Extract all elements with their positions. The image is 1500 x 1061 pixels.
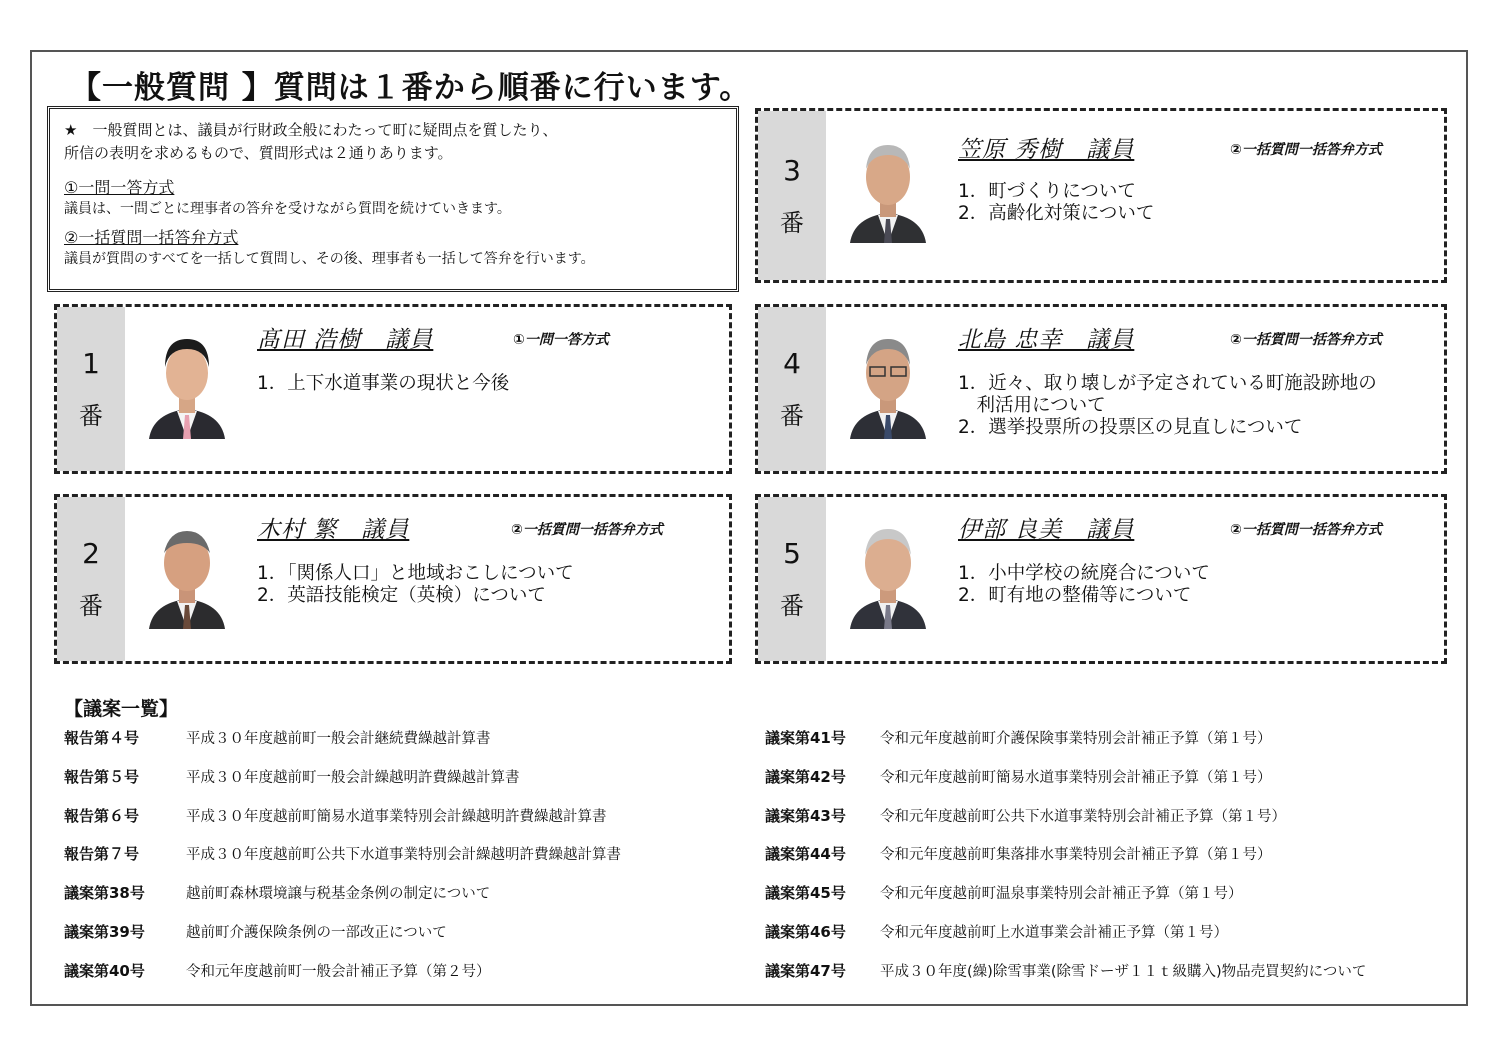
question-card-3 [755, 108, 1447, 283]
agenda-title: 越前町森林環境譲与税基金条例の制定について [186, 886, 491, 903]
explain-line-2: 所信の表明を求めるもので、質問形式は２通りあります。 [64, 144, 453, 162]
agenda-title: 令和元年度越前町介護保険事業特別会計補正予算（第１号） [880, 731, 1272, 747]
agenda-number: 報告第４号 [64, 729, 140, 747]
order-number: 5 [783, 537, 801, 570]
topic-list [958, 373, 1377, 439]
explanation-box [47, 106, 739, 292]
councillor-name: 伊部 良美 議員 [958, 517, 1135, 543]
councillor-name: 笠原 秀樹 議員 [958, 137, 1135, 163]
topic-item: 2．町有地の整備等について [958, 585, 1192, 606]
topic-item: 1．近々、取り壊しが予定されている町施設跡地の [958, 373, 1377, 394]
question-card-1 [54, 304, 732, 474]
order-number: 2 [82, 537, 100, 570]
topic-list [958, 181, 1154, 225]
agenda-number: 議案第43号 [765, 806, 846, 825]
topic-item: 1．町づくりについて [958, 181, 1136, 202]
order-number: 3 [783, 153, 801, 187]
topic-item: 2．英語技能検定（英検）について [257, 585, 546, 606]
method2-heading: ②一括質問一括答弁方式 [64, 228, 239, 247]
topic-list [257, 373, 509, 395]
page-title: 【一般質問 】質問は１番から順番に行います。 [70, 70, 752, 106]
agenda-number: 議案第47号 [765, 961, 846, 980]
councillor-photo [846, 131, 930, 243]
question-method: ②一括質問一括答弁方式 [511, 522, 663, 538]
topic-item: 1．小中学校の統廃合について [958, 563, 1210, 584]
councillor-name: 木村 繁 議員 [257, 517, 410, 543]
agenda-number: 報告第６号 [64, 806, 140, 825]
question-method: ②一括質問一括答弁方式 [1230, 332, 1382, 348]
topic-item: 2．高齢化対策について [958, 203, 1155, 224]
question-method: ②一括質問一括答弁方式 [1230, 142, 1382, 158]
question-card-2 [54, 494, 732, 664]
agenda-number: 議案第38号 [64, 884, 145, 903]
agenda-title: 平成３０年度越前町一般会計繰越明許費繰越計算書 [186, 769, 520, 786]
agenda-number: 議案第42号 [765, 767, 846, 786]
order-number-panel [758, 307, 826, 471]
order-number: 1 [82, 347, 100, 380]
agenda-number: 議案第44号 [765, 845, 846, 864]
agenda-title: 令和元年度越前町一般会計補正予算（第２号） [186, 963, 491, 980]
agenda-number: 報告第７号 [64, 845, 140, 864]
agenda-heading: 【議案一覧】 [64, 698, 179, 720]
topic-item: 1．上下水道事業の現状と今後 [257, 373, 510, 394]
order-number-panel [758, 111, 826, 280]
order-suffix: 番 [780, 208, 804, 237]
agenda-title: 平成３０年度越前町簡易水道事業特別会計繰越明許費繰越計算書 [186, 808, 607, 825]
agenda-number: 議案第39号 [64, 923, 145, 941]
order-number-panel [758, 497, 826, 661]
order-number-panel [57, 307, 125, 471]
order-suffix: 番 [780, 402, 804, 430]
method1-heading: ①一問一答方式 [64, 178, 175, 197]
agenda-number: 報告第５号 [64, 767, 140, 786]
councillor-photo [846, 517, 930, 629]
topic-item: 利活用について [958, 395, 1106, 416]
question-card-5 [755, 494, 1447, 664]
agenda-number: 議案第46号 [765, 923, 846, 941]
agenda-title: 令和元年度越前町公共下水道事業特別会計補正予算（第１号） [880, 808, 1286, 825]
agenda-number: 議案第45号 [765, 884, 846, 903]
order-number-panel [57, 497, 125, 661]
agenda-title: 平成３０年度越前町一般会計継続費繰越計算書 [186, 731, 491, 747]
topic-list [257, 563, 574, 607]
councillor-photo [145, 327, 229, 439]
topic-list [958, 563, 1210, 607]
agenda-title: 令和元年度越前町上水道事業会計補正予算（第１号） [880, 925, 1228, 941]
order-suffix: 番 [79, 592, 103, 620]
question-card-4 [755, 304, 1447, 474]
method2-description: 議員が質問のすべてを一括して質問し、その後、理事者も一括して答弁を行います。 [64, 251, 595, 267]
councillor-photo [145, 517, 229, 629]
question-method: ①一問一答方式 [513, 332, 609, 348]
agenda-title: 令和元年度越前町集落排水事業特別会計補正予算（第１号） [880, 847, 1272, 864]
agenda-title: 平成３０年度越前町公共下水道事業特別会計繰越明許費繰越計算書 [186, 847, 621, 864]
councillor-name: 北島 忠幸 議員 [958, 327, 1135, 353]
agenda-title: 平成３０年度(繰)除雪事業(除雪ドーザ１１ｔ級購入)物品売買契約について [880, 963, 1367, 980]
topic-item: 1．「関係人口」と地域おこしについて [257, 563, 574, 584]
order-suffix: 番 [79, 402, 103, 430]
agenda-number: 議案第40号 [64, 961, 145, 980]
order-number: 4 [783, 347, 801, 380]
agenda-title: 令和元年度越前町温泉事業特別会計補正予算（第１号） [880, 886, 1243, 903]
agenda-title: 越前町介護保険条例の一部改正について [186, 925, 447, 941]
order-suffix: 番 [780, 592, 804, 620]
agenda-number: 議案第41号 [765, 729, 846, 747]
topic-item: 2．選挙投票所の投票区の見直しについて [958, 417, 1303, 438]
method1-description: 議員は、一問ごとに理事者の答弁を受けながら質問を続けていきます。 [64, 201, 511, 217]
councillor-photo [846, 327, 930, 439]
explain-line-1: ★ 一般質問とは、議員が行財政全般にわたって町に疑問点を質したり、 [64, 121, 558, 139]
agenda-title: 令和元年度越前町簡易水道事業特別会計補正予算（第１号） [880, 769, 1272, 786]
councillor-name: 髙田 浩樹 議員 [257, 327, 434, 353]
question-method: ②一括質問一括答弁方式 [1230, 522, 1382, 538]
